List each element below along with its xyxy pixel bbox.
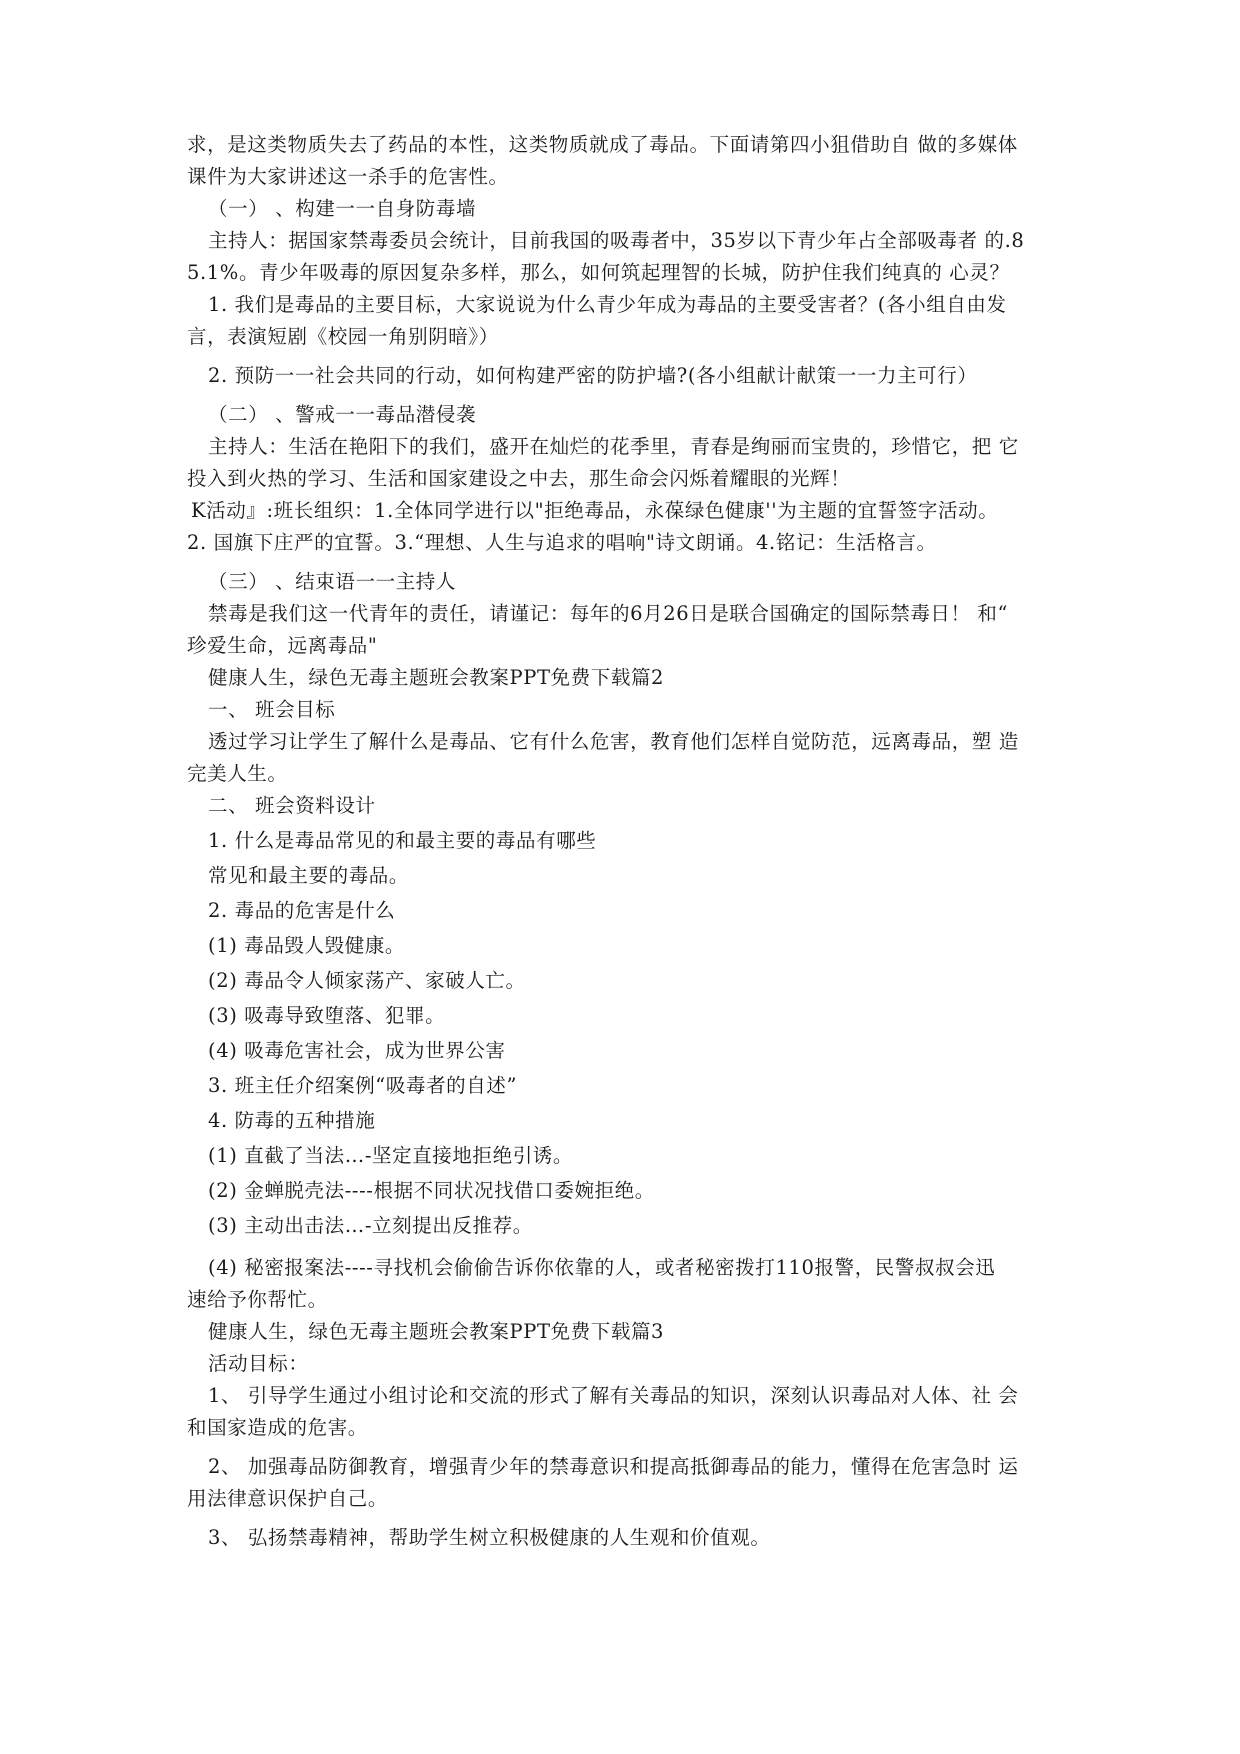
- list-item: 1. 我们是毒品的主要目标，大家说说为什么青少年成为毒品的主要受害者？(各小组自由发: [208, 293, 1007, 316]
- list-item: 4. 防毒的五种措施: [208, 1109, 376, 1132]
- section-heading: 一、 班会目标: [208, 698, 336, 721]
- list-item: 2. 毒品的危害是什么: [208, 899, 396, 922]
- section-heading: 健康人生，绿色无毒主题班会教案PPT免费下载篇3: [208, 1320, 665, 1343]
- list-item: 2、 加强毒品防御教育，增强青少年的禁毒意识和提高抵御毒品的能力，懂得在危害急时 运: [208, 1455, 1019, 1478]
- list-item: 1. 什么是毒品常见的和最主要的毒品有哪些: [208, 829, 597, 852]
- list-item: (2) 毒品令人倾家荡产、家破人亡。: [208, 969, 526, 992]
- list-item: 3. 班主任介绍案例“吸毒者的自述”: [208, 1074, 518, 1097]
- text-line: 速给予你帮忙。: [187, 1288, 328, 1311]
- text-line: 透过学习让学生了解什么是毒品、它有什么危害，教育他们怎样自觉防范，远离毒品，塑 造: [208, 730, 1019, 753]
- text-line: 和国家造成的危害。: [187, 1416, 368, 1439]
- section-heading: （三） 、结束语一一主持人: [208, 570, 456, 593]
- list-item: (4) 秘密报案法----寻找机会偷偷告诉你依靠的人，或者秘密拨打110报警，民警叔叔会迅: [208, 1256, 996, 1279]
- list-item: 3、 弘扬禁毒精神，帮助学生树立积极健康的人生观和价值观。: [208, 1526, 771, 1549]
- list-item: (1) 毒品毁人毁健康。: [208, 934, 406, 957]
- section-heading: 健康人生，绿色无毒主题班会教案PPT免费下载篇2: [208, 666, 665, 689]
- list-item: (4) 吸毒危害社会，成为世界公害: [208, 1039, 506, 1062]
- text-line: 常见和最主要的毒品。: [208, 864, 410, 887]
- text-line: 主持人：据国家禁毒委员会统计，目前我国的吸毒者中，35岁以下青少年占全部吸毒者 的.8: [208, 229, 1025, 252]
- text-line: 禁毒是我们这一代青年的责任，请谨记：每年的6月26日是联合国确定的国际禁毒日！ 和“: [208, 602, 1009, 625]
- text-line: 主持人：生活在艳阳下的我们，盛开在灿烂的花季里，青春是绚丽而宝贵的，珍惜它，把 它: [208, 435, 1019, 458]
- section-heading: 二、 班会资料设计: [208, 794, 376, 817]
- text-line: 完美人生。: [187, 762, 288, 785]
- list-item: 2. 预防一一社会共同的行动，如何构建严密的防护墙?(各小组献计献策一一力主可行）: [208, 364, 978, 387]
- text-line: 求，是这类物质失去了药品的本性，这类物质就成了毒品。下面请第四小狙借助自 做的多媒体: [187, 133, 1018, 156]
- list-item: (2) 金蝉脱壳法----根据不同状况找借口委婉拒绝。: [208, 1179, 655, 1202]
- text-line: 课件为大家讲述这一杀手的危害性。: [187, 165, 509, 188]
- text-line: 2. 国旗下庄严的宜誓。3.“理想、人生与追求的唱响"诗文朗诵。4.铭记：生活格言。: [187, 531, 937, 554]
- text-line: K活动』:班长组织：1.全体同学进行以"拒绝毒品，永葆绿色健康''为主题的宜誓签字活动。: [191, 499, 999, 522]
- section-heading: 活动目标：: [208, 1352, 309, 1375]
- text-line: 用法律意识保护自己。: [187, 1487, 389, 1510]
- text-line: 5.1%。青少年吸毒的原因复杂多样，那么，如何筑起理智的长城，防护住我们纯真的 心灵？: [187, 261, 1010, 284]
- list-item: (3) 主动出击法…-立刻提出反推荐。: [208, 1214, 533, 1237]
- list-item: (3) 吸毒导致堕落、犯罪。: [208, 1004, 446, 1027]
- list-item: (1) 直截了当法…-坚定直接地拒绝引诱。: [208, 1144, 574, 1167]
- text-line: 投入到火热的学习、生活和国家建设之中去，那生命会闪烁着耀眼的光辉！: [187, 467, 851, 490]
- list-item: 1、 引导学生通过小组讨论和交流的形式了解有关毒品的知识，深刻认识毒品对人体、社 会: [208, 1384, 1019, 1407]
- section-heading: （二） 、警戒一一毒品潜侵袭: [208, 403, 477, 426]
- section-heading: （一） 、构建一一自身防毒墙: [208, 197, 477, 220]
- text-line: 珍爱生命，远离毒品": [187, 634, 378, 657]
- text-line: 言，表演短剧《校园一角别阴暗》）: [187, 325, 499, 348]
